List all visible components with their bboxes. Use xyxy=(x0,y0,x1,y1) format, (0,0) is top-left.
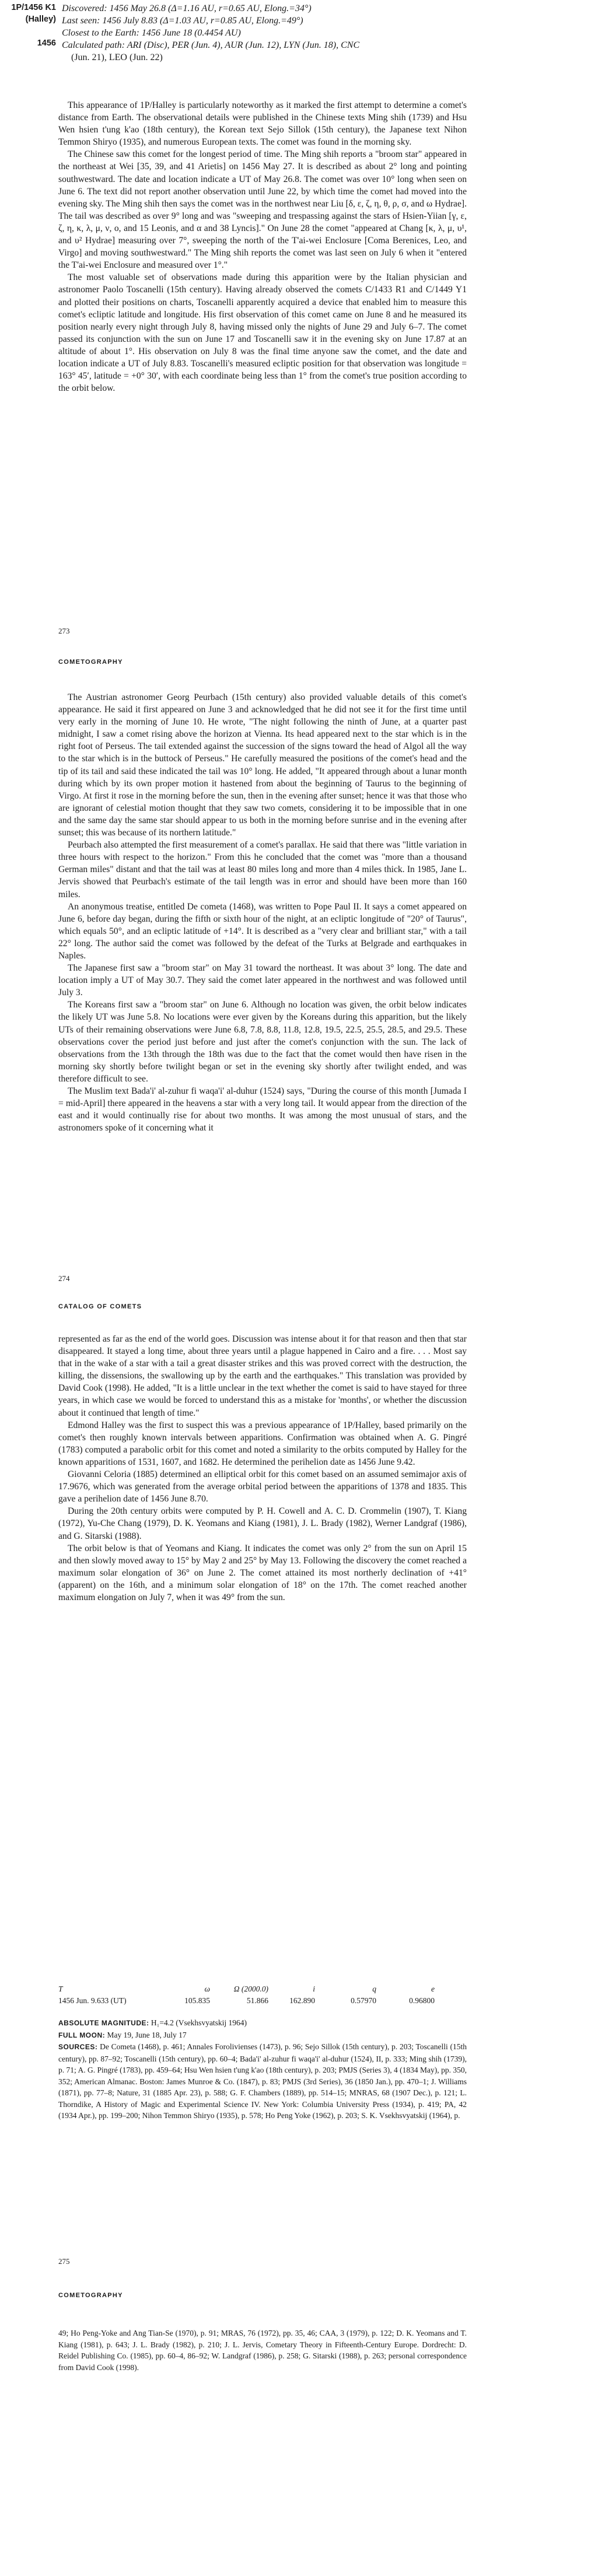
orbit-i-value: 162.890 xyxy=(289,1996,315,2005)
paragraph: The most valuable set of observations made during this apparition were by the Italian physician and astronomer Paolo Toscanelli (15th century). Having already observed the comets C/1433 R1 and C/1449 Y1 and plotted their positions on charts, Toscanelli apparently acquired a device that enabled him to measure this comet's ecliptic latitude and longitude. His first observation of this comet came on June 8 and he measured its position nearly every night through July 8, having missed only the nights of June 29 and July 6–7. The comet passed its conjunction with the sun on June 17 and Toscanelli saw it in the evening sky on June 17.87 at an altitude of about 1°. His observation on July 8 was the final time anyone saw the comet, and the date and location indicate a UT of July 8.83. Toscanelli's measured ecliptic position for that observation was longitude = 163° 45′, latitude = +0° 30′, with each coordinate being less than 1° from the comet's true position according to the orbit below. xyxy=(58,272,467,394)
calculated-path-line: Calculated path: ARI (Disc), PER (Jun. 4), AUR (Jun. 12), LYN (Jun. 18), CNC xyxy=(62,40,360,50)
page2-body xyxy=(58,691,467,1134)
running-head: COMETOGRAPHY xyxy=(58,2292,123,2299)
paragraph: The Japanese first saw a "broom star" on May 31 toward the northeast. It was about 3° long. The date and location imply a UT of May 30.7. They said the comet later appeared in the northwest and was followed until July 3. xyxy=(58,963,467,998)
paragraph: The Muslim text Bada'i' al-zuhur fi waqa'i' al-duhur (1524) says, "During the course of this month [Jumada I = mid-April] there appeared in the heavens a star with a very long tail. It would appear from the direction of the east and it would continually rise for about two months. It was among the most unusual of stars, and the astronomers spoke of it concerning what it xyxy=(58,1086,467,1133)
full-moon-label: FULL MOON: xyxy=(58,2031,106,2039)
orbit-T-value: 1456 Jun. 9.633 (UT) xyxy=(58,1996,127,2005)
full-moon-value: May 19, June 18, July 17 xyxy=(107,2030,187,2039)
running-head: COMETOGRAPHY xyxy=(58,659,123,666)
orbit-node-value: 51.866 xyxy=(246,1996,268,2005)
paragraph: represented as far as the end of the world goes. Discussion was intense about it for that reason and then that star disappeared. It stayed a long time, about three years until a plague happened in Cairo and a fire. . . . Most say that in the wake of a star with a tail a great disaster strikes and this was proved correct with the destruction, the killing, the dissensions, the swallowing up by the earth and the earthquakes." This translation was provided by David Cook (1998). He added, "It is a little unclear in the text whether the comet is said to have stayed for three years, in which case we would be forced to understand this as a mistake for 'months', or whether the discussion about it continued that length of time." xyxy=(58,1334,467,1418)
orbit-col-omega: ω xyxy=(204,1985,210,1993)
running-head: CATALOG OF COMETS xyxy=(58,1303,142,1310)
paragraph: During the 20th century orbits were computed by P. H. Cowell and A. C. D. Crommelin (1907), T. Kiang (1972), Yu-Che Chang (1979), D. K. Yeomans and Kiang (1981), J. L. Brady (1982), Werner Landgraf (1986), and G. Sitarski (1988). xyxy=(58,1506,467,1541)
notes-block xyxy=(58,2017,467,2122)
paragraph: An anonymous treatise, entitled De cometa (1468), was written to Pope Paul II. It says a comet appeared on June 6, before day began, during the fifth or sixth hour of the night, at an ecliptic longitude of "20° of Taurus", which equals 50°, and an ecliptic latitude of +14°. It is described as a "very clear and brilliant star," with a tail 22° long. The author said the comet was followed by the defeat of the Turks at Belgrade and earthquakes in Naples. xyxy=(58,901,467,961)
orbit-col-T: T xyxy=(58,1985,63,1993)
page-number: 274 xyxy=(58,1274,70,1283)
closest-line: Closest to the Earth: 1456 June 18 (0.4454 AU) xyxy=(62,28,241,38)
last-seen-line: Last seen: 1456 July 8.83 (Δ=1.03 AU, r=0.85 AU, Elong.=49°) xyxy=(62,16,303,26)
page-number: 273 xyxy=(58,626,70,635)
comet-designation: 1P/1456 K1 xyxy=(11,3,56,12)
page3-body xyxy=(58,1333,467,1604)
paragraph: Peurbach also attempted the first measurement of a comet's parallax. He said that there was "little variation in three hours with respect to the horizon." From this he concluded that the comet was "more than a thousand German miles" distant and that the tail was at least 80 miles long and more than 4 miles thick. In 1985, Jane L. Jervis showed that Peurbach's estimate of the tail length was in error and should have been more than 160 miles. xyxy=(58,840,467,900)
paragraph: The Chinese saw this comet for the longest period of time. The Ming shih reports a "broom star" appeared in the northeast at Wei [35, 39, and 41 Arietis] on 1456 May 27. It is described as about 2° long and pointing southwestward. The date and location indicate a UT of May 26.8. The comet was over 10° long when seen on June 6. The text did not report another observation until June 22, by which time the comet had moved into the evening sky. The Ming shih then says the comet was in the northwest near Liu [δ, ε, ζ, η, θ, ρ, σ, and ω Hydrae]. The tail was described as over 9° long and was "sweeping and trespassing against the stars of Hsien-Yiian [γ, ε, ζ, η, κ, λ, μ, ν, ο, and 15 Leonis, and α and 38 Lyncis]." On June 28 the comet "appeared at Chang [κ, λ, μ, υ¹, and υ² Hydrae] measuring over 7°, sweeping the north of the T'ai-wei Enclosure [Coma Berenices, Leo, and Virgo] and moving southwestward." The Ming shih reports the comet was last seen on July 6 when it "entered the T'ai-wei Enclosure and measured over 1°." xyxy=(58,149,467,271)
sources-value: De Cometa (1468), p. 461; Annales Forolivienses (1473), p. 96; Sejo Sillok (15th century), p. 203; Toscanelli (15th century), pp. 87–92; Toscanelli (15th century), pp. 60–4; Bada'i' al-zuhur fi waqa'i' al-duhur (1524), II, p. 333; Ming shih (1739), p. 71; A. G. Pingré (1783), pp. 459–64; Hsu Wen hsien t'ung k'ao (18th century), p. 203; PMJS (Series 3), 4 (1834 May), pp. 350, 352; American Almanac. Boston: James Munroe & Co. (1847), p. 83; PMJS (3rd Series), 36 (1850 Jan.), pp. 470–1; J. Williams (1871), pp. 77–8; Nature, 31 (1885 Apr. 23), p. 588; G. F. Chambers (1889), pp. 514–15; MNRAS, 68 (1907 Dec.), p. 121; L. Thorndike, A History of Magic and Experimental Science IV. New York: Columbia University Press (1934), p. 419; PA, 42 (1934 Apr.), pp. 199–200; Nihon Temmon Shiryo (1935), p. 578; Ho Peng Yoke (1962), p. 203; S. K. Vsekhsvyatskij (1964), p. xyxy=(58,2042,467,2120)
paragraph: Giovanni Celoria (1885) determined an elliptical orbit for this comet based on an assumed semimajor axis of 17.9676, which was generated from the average orbital period between the apparitions of 1378 and 1835. This gave a perihelion date of 1456 June 8.70. xyxy=(58,1469,467,1504)
page1-body xyxy=(58,99,467,394)
orbit-omega-value: 105.835 xyxy=(184,1996,210,2005)
abs-mag-value: H₁=4.2 (Vsekhsvyatskij 1964) xyxy=(151,2018,247,2027)
paragraph: Edmond Halley was the first to suspect this was a previous appearance of 1P/Halley, based primarily on the comet's then roughly known intervals between apparitions. Confirmation was obtained when A. G. Pingré (1783) computed a parabolic orbit for this comet and noted a similarity to the orbits computed by Halley for the known apparitions of 1531, 1607, and 1682. He determined the perihelion date as 1456 June 9.42. xyxy=(58,1420,467,1467)
comet-summary xyxy=(62,2,470,64)
orbit-header-row xyxy=(58,1983,467,1995)
orbit-values-row xyxy=(58,1995,467,2007)
paragraph: The Austrian astronomer Georg Peurbach (15th century) also provided valuable details of this comet's appearance. He said it first appeared on June 3 and acknowledged that he did not see it for the first time until very early in the morning of June 10. He wrote, "The night following the ninth of June, at a quarter past midnight, I saw a comet rising above the horizon at Vienna. Its head appeared next to the star which is in the right foot of Perseus. The tail extended against the succession of the signs toward the head of Algol all the way to the star which is in the buttock of Perseus." He carefully measured the positions of the comet's head and the tip of its tail and said these indicated the tail was 10° long. He added, "It appeared through about a lunar month during which by its own proper motion it hastened from about the beginning of Taurus to the beginning of Virgo. At first it rose in the morning before the sun, then in the evening after sunset; hence it was that those who are ignorant of celestial motion thought that they saw two comets, considering it to be impossible that in one and the same day the same star should appear to us both in the morning before sunrise and in the evening after sunset; this was because of its northern latitude." xyxy=(58,692,467,838)
sources-continued-text: 49; Ho Peng-Yoke and Ang Tian-Se (1970), p. 91; MRAS, 76 (1972), pp. 35, 46; CAA, 3 (1979), p. 122; D. K. Yeomans and T. Kiang (1981), p. 643; J. L. Brady (1982), p. 210; J. L. Jervis, Cometary Theory in Fifteenth-Century Europe. Dordrecht: D. Reidel Publishing Co. (1985), pp. 60–4, 86–92; W. Landgraf (1986), p. 258; G. Sitarski (1988), p. 263; personal correspondence from David Cook (1998). xyxy=(58,2329,467,2372)
absolute-magnitude xyxy=(58,2017,467,2029)
comet-name: (Halley) xyxy=(25,15,56,24)
orbit-col-q: q xyxy=(372,1985,376,1993)
full-moon xyxy=(58,2029,467,2042)
orbit-col-node: Ω (2000.0) xyxy=(233,1985,268,1993)
comet-year: 1456 xyxy=(37,38,56,48)
sources-label: SOURCES: xyxy=(58,2043,98,2051)
sources xyxy=(58,2041,467,2122)
orbit-q-value: 0.57970 xyxy=(351,1996,376,2005)
page-number: 275 xyxy=(58,2257,70,2266)
paragraph: The Koreans first saw a "broom star" on June 6. Although no location was given, the orbit below indicates the likely UT was June 5.8. No locations were ever given by the Koreans during this apparition, but the likely UTs of their remaining observations were June 6.8, 7.8, 8.8, 11.8, 12.8, 19.5, 22.5, 25.5, 28.5, and 29.5. These observations cover the period just before and just after the comet's conjunction with the sun. The lack of observations from the 13th through the 18th was due to the fact that the comet would then have risen in the morning sky shortly before twilight began or set in the evening sky shortly after twilight ended, and was therefore difficult to see. xyxy=(58,1000,467,1084)
paragraph: The orbit below is that of Yeomans and Kiang. It indicates the comet was only 2° from the sun on April 15 and then slowly moved away to 15° by May 2 and 25° by May 13. Following the discovery the comet reached a maximum solar elongation of 36° on June 2. The comet attained its most northerly declination of +41° (apparent) on the 16th, and a minimum solar elongation of 18° on the 17th. The comet reached another maximum elongation on July 7, when it was 49° from the sun. xyxy=(58,1543,467,1602)
orbit-col-e: e xyxy=(431,1985,435,1993)
paragraph: This appearance of 1P/Halley is particularly noteworthy as it marked the first attempt to determine a comet's distance from Earth. The observational details were published in the Chinese texts Ming shih (1739) and Hsu Wen hsien t'ung k'ao (18th century), the Korean text Sejo Sillok (15th century), the Japanese text Nihon Temmon Shiryo (1935), and numerous European texts. The comet was found in the morning sky. xyxy=(58,100,467,148)
sources-continued xyxy=(58,2328,467,2373)
calculated-path-cont: (Jun. 21), LEO (Jun. 22) xyxy=(71,52,163,62)
abs-mag-label: ABSOLUTE MAGNITUDE: xyxy=(58,2019,149,2027)
orbit-e-value: 0.96800 xyxy=(409,1996,435,2005)
discovered-line: Discovered: 1456 May 26.8 (Δ=1.16 AU, r=0.65 AU, Elong.=34°) xyxy=(62,4,312,13)
orbit-table xyxy=(58,1983,467,2007)
orbit-col-i: i xyxy=(313,1985,315,1993)
comet-header xyxy=(0,2,591,99)
